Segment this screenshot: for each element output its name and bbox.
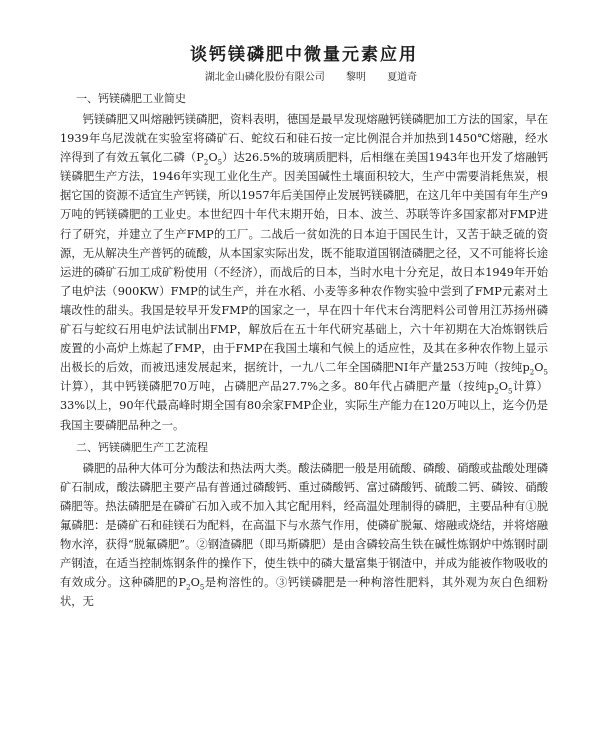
section-heading: 一、钙镁磷肥工业简史: [76, 92, 186, 105]
byline: [74, 70, 548, 86]
author-name: 夏道奇: [387, 72, 418, 83]
affiliation: 湖北金山磷化股份有限公司: [204, 72, 325, 83]
article-title: 谈钙镁磷肥中微量元素应用: [190, 45, 418, 65]
section-heading: 二、钙镁磷肥生产工艺流程: [76, 440, 208, 454]
body-paragraph: 钙镁磷肥又叫熔融钙镁磷肥，资料表明，德国是最早发现熔融钙镁磷肥加工方法的国家，早在1939年乌尼泼就在实验室将磷矿石、蛇纹石和硅石按一定比例混合并加热到1450℃熔融，经水淬得到了有效五氧化二磷$(P_2O_5)$达26.5%的玻璃质肥料，后相继在美国1943年也开发了熔融钙镁磷肥生产方法，1946年实现工业化生产。因美国碱性土壤面积较大，生产中需要消耗焦炭，根据它国的资源不适宜生产钙镁，所以1957年后美国停止发展钙镁磷肥，在这几年中美国有年生产9万吨的钙镁磷肥的工业史。本世纪四十年代末期开始，日本、波兰、苏联等许多国家都对FMP进行了研究，并建立了生产FMP的工厂。二战后一贫如洗的日本迫于国民生计，又苦于缺乏硫的资源，无从解决生产普钙的硫酸，从本国家实际出发，既不能取道国钢渣磷肥之径，又不可能将长途运进的磷矿石加工成矿粉使用（不经济），而战后的日本，当时水电十分充足，故日本1949年开始了电炉法（900KW）FMP的试生产，并在水稻、小麦等多种农作物实验中尝到了FMP元素对土壤改性的甜头。我国是较早开发FMP的国家之一，早在四十年代末台湾肥料公司曾用江苏扬州磷矿石与蛇纹石用电炉法试制出FMP，解放后在五十年代研究基础上，六十年初期在大冶炼钢铁后废置的小高炉上炼起了FMP，由于FMP在我国土壤和气候上的适应性，及其在多种农作物上显示出极长的后效，而被迅速发展起来，据统计，一九八二年全国磷肥NI年产量253万吨（按纯$p_2O_5$计算），其中钙镁磷肥70万吨，占磷肥产品27.7%之多。80年代占磷肥产量（按纯$p_2O_5$计算）33%以上，90年代最高峰时期全国有80余家FMP企业，实际生产能力在120万吨以上，迄今仍是我国主要磷肥品种之一。: [60, 113, 549, 432]
author-name: 黎明: [346, 72, 366, 83]
body-paragraph: 磷肥的品种大体可分为酸法和热法两大类。酸法磷肥一般是用硫酸、磷酸、硝酸或盐酸处理磷矿石制成，酸法磷肥主要产品有普通过磷酸钙、重过磷酸钙、富过磷酸钙、硫酸二钙、磷铵、硝酸磷肥等。热法磷肥是在磷矿石加入或不加入其它配用料，经高温处理制得的磷肥，主要品种有①脱氟磷肥：是磷矿石和硅镁石为配料，在高温下与水蒸气作用，使磷矿脱氟、熔融或烧结，并将熔融物水淬，获得“脱氟磷肥”。②钢渣磷肥（即马斯磷肥）是由含磷较高生铁在碱性炼钢炉中炼钢时副产钢渣，在适当控制炼钢条件的操作下，使生铁中的磷大量富集于钢渣中，并成为能被作物吸收的有效成分。这种磷肥的$P_2O_5$是枸溶性的。③钙镁磷肥是一种枸溶性肥料，其外观为灰白色细粉状，无: [60, 461, 548, 609]
